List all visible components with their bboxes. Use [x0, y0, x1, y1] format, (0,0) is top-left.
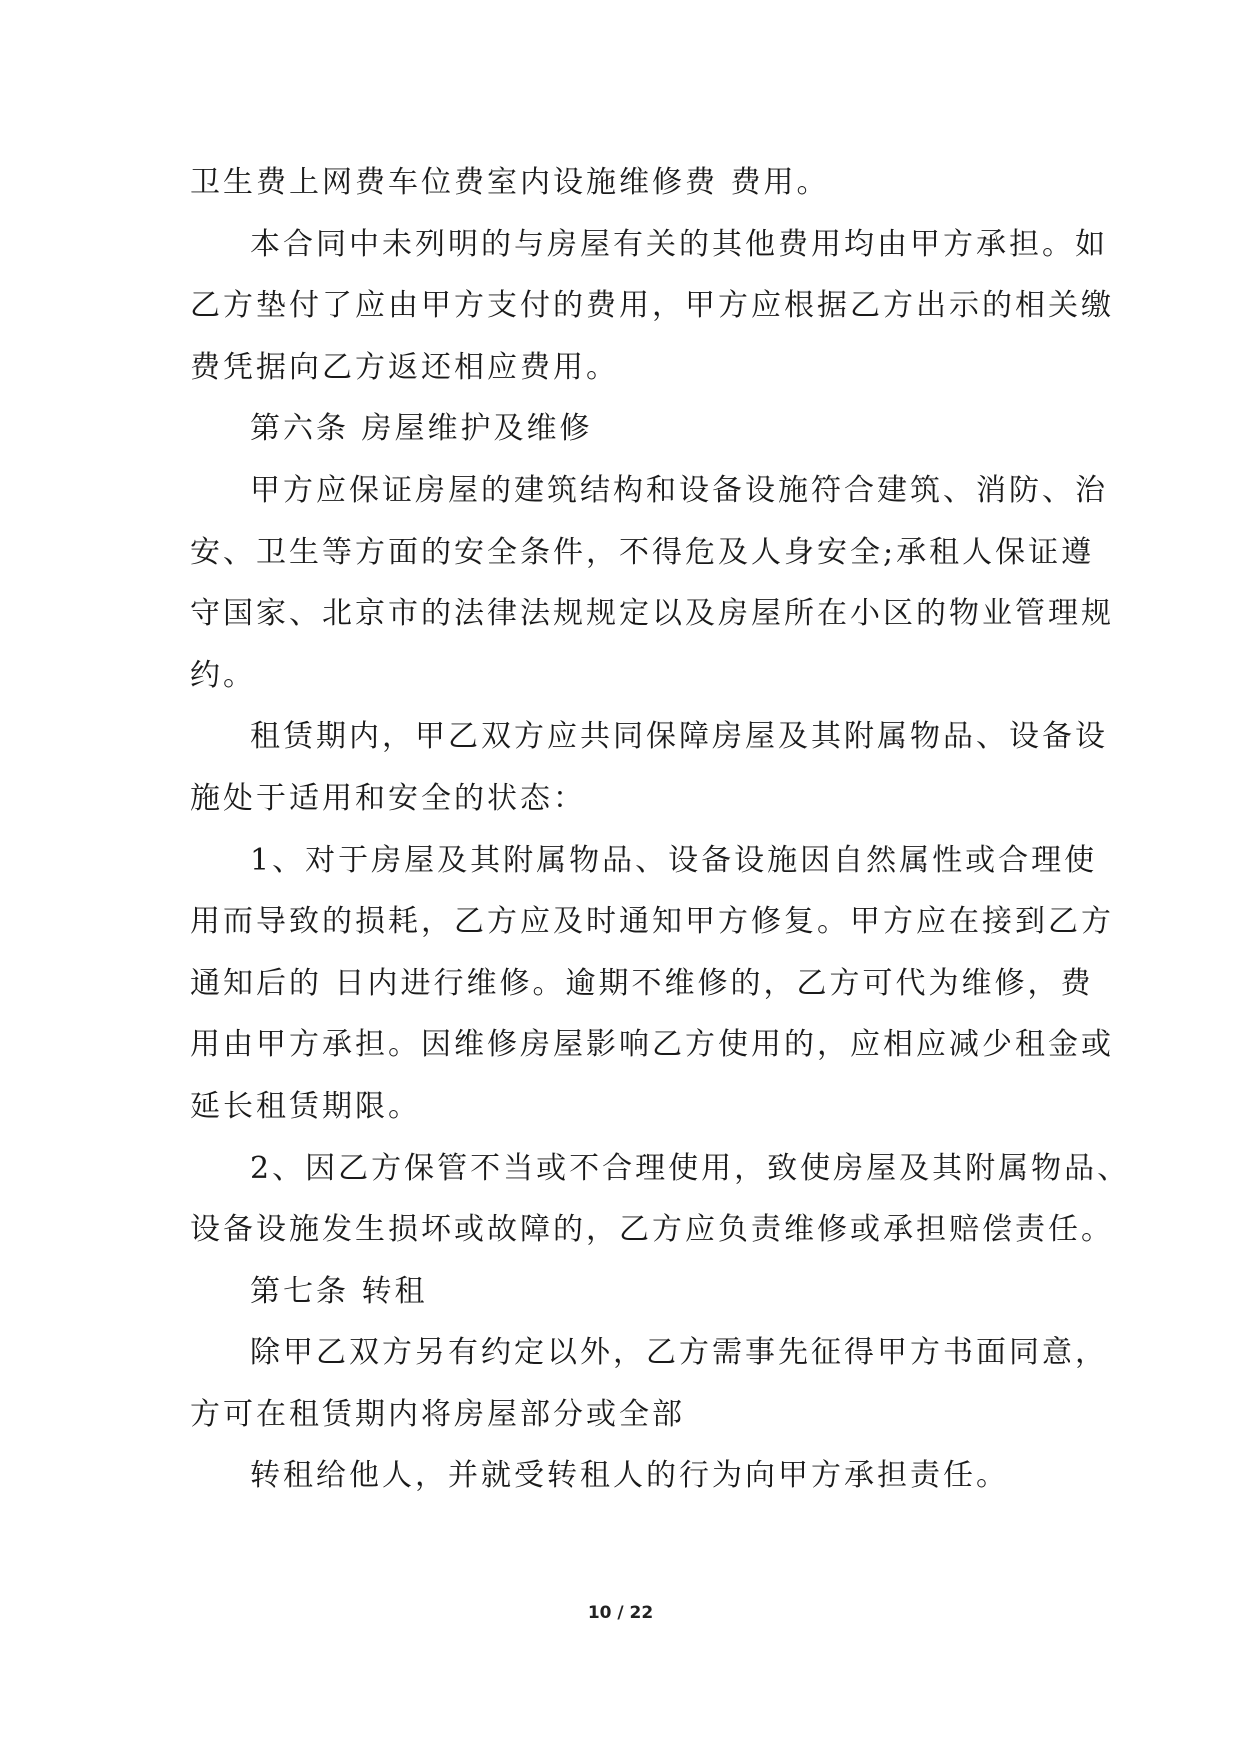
text-line: 本合同中未列明的与房屋有关的其他费用均由甲方承担。如 — [250, 226, 1108, 262]
text-line: 用由甲方承担。因维修房屋影响乙方使用的，应相应减少租金或 — [190, 1027, 1114, 1063]
document-body — [190, 152, 1131, 1507]
text-line: 费凭据向乙方返还相应费用。 — [190, 349, 619, 385]
text-line: 安、卫生等方面的安全条件，不得危及人身安全;承租人保证遵 — [190, 534, 1095, 570]
text-line: 第七条 转租 — [250, 1273, 428, 1309]
text-line: 守国家、北京市的法律法规规定以及房屋所在小区的物业管理规 — [190, 596, 1114, 632]
text-line: 用而导致的损耗，乙方应及时通知甲方修复。甲方应在接到乙方 — [190, 904, 1114, 940]
text-line: 乙方垫付了应由甲方支付的费用，甲方应根据乙方出示的相关缴 — [190, 288, 1114, 324]
text-line: 除甲乙双方另有约定以外，乙方需事先征得甲方书面同意， — [250, 1335, 1108, 1371]
text-line: 约。 — [190, 657, 256, 693]
text-line: 转租给他人，并就受转租人的行为向甲方承担责任。 — [250, 1458, 1009, 1494]
text-line: 方可在租赁期内将房屋部分或全部 — [190, 1396, 685, 1432]
text-line: 通知后的 日内进行维修。逾期不维修的，乙方可代为维修，费 — [190, 965, 1094, 1001]
text-line: 设备设施发生损坏或故障的，乙方应负责维修或承担赔偿责任。 — [190, 1212, 1114, 1248]
text-line: 延长租赁期限。 — [190, 1088, 421, 1124]
text-line: 施处于适用和安全的状态： — [190, 780, 586, 816]
text-line: 第六条 房屋维护及维修 — [250, 411, 593, 447]
text-line: 2、因乙方保管不当或不合理使用，致使房屋及其附属物品、 — [250, 1150, 1131, 1186]
text-line: 1、对于房屋及其附属物品、设备设施因自然属性或合理使 — [250, 842, 1098, 878]
text-line: 卫生费上网费车位费室内设施维修费 费用。 — [190, 165, 830, 200]
page-number: 10 / 22 — [587, 1603, 654, 1623]
text-line: 租赁期内，甲乙双方应共同保障房屋及其附属物品、设备设 — [250, 719, 1108, 755]
text-line: 甲方应保证房屋的建筑结构和设备设施符合建筑、消防、治 — [250, 472, 1108, 508]
